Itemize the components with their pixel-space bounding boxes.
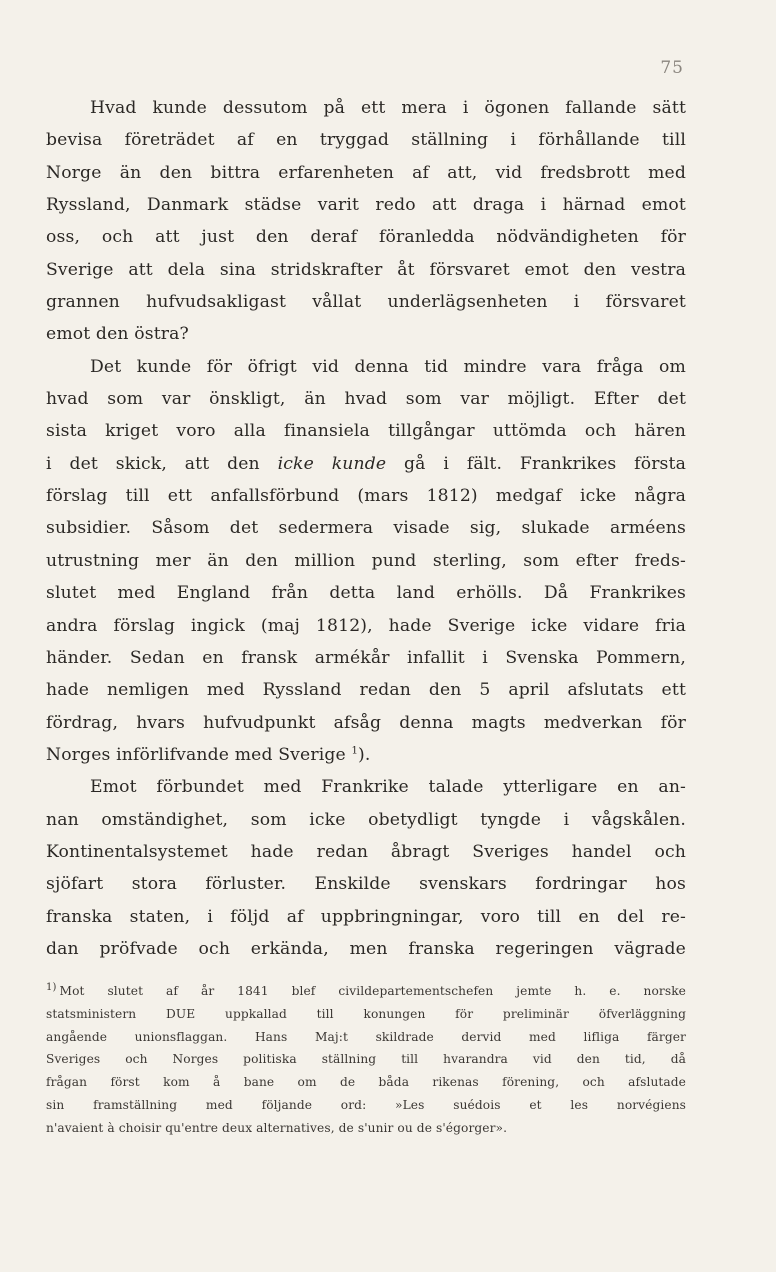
footnote-mark-paren: ) [52,981,57,993]
text-line: grannen hufvudsakligast vållat underlägsenheten i försvaret [46,292,686,313]
page-number: 75 [660,58,684,78]
text-segment: gå i fält. Frankrikes första [404,453,686,474]
text-line: subsidier. Såsom det sedermera visade sig, slukade arméens [46,518,686,539]
text-segment: Norges införlifvande med Sverige [46,744,346,765]
text-line: emot den östra? [46,324,189,345]
text-line: fördrag, hvars hufvudpunkt afsåg denna magts medverkan för [46,712,686,733]
text-line: slutet med England från detta land erhölls. Då Frankrikes [46,583,686,604]
text-line: andra förslag ingick (maj 1812), hade Sverige icke vidare fria [46,615,686,636]
text-line-with-footnote-ref [46,739,686,771]
text-line: utrustning mer än den million pund sterling, som efter freds- [46,550,686,571]
footnote-line: Sveriges och Norges politiska ställning till hvarandra vid den tid, då [46,1052,686,1067]
footnote-line: statsministern DUE uppkallad till konungen för preliminär öfverläggning [46,1006,686,1021]
text-line: förslag till ett anfallsförbund (mars 1812) medgaf icke några [46,486,686,507]
footnote-mark-number: 1 [46,981,53,993]
text-line: sjöfart stora förluster. Enskilde svenskars fordringar hos [46,874,686,895]
text-segment: Mot slutet af år 1841 blef civildepartementschefen jemte h. e. norske [59,984,686,998]
text-line: franska staten, i följd af uppbringningar, voro till en del re- [46,906,686,927]
text-line: Hvad kunde dessutom på ett mera i ögonen fallande sätt [90,98,686,118]
text-line: hvad som var önskligt, än hvad som var möjligt. Efter det [46,389,686,410]
text-line: bevisa företrädet af en tryggad ställning i förhållande till [46,130,686,151]
footnote [46,980,686,1140]
text-line: Ryssland, Danmark städse varit redo att draga i härnad emot [46,195,686,216]
text-line: dan pröfvade och erkända, men franska regeringen vägrade [46,938,686,959]
footnote-line [46,980,686,1003]
footnote-mark [46,982,56,993]
text-line: Det kunde för öfrigt vid denna tid mindre vara fråga om [90,356,686,377]
text-line: Emot förbundet med Frankrike talade ytterligare en an- [90,777,686,798]
text-segment: ). [358,744,371,765]
text-line: Kontinentalsystemet hade redan åbragt Sveriges handel och [46,841,686,862]
text-line-with-italic [46,448,686,480]
body-text [46,92,686,965]
footnote-reference: 1 [351,745,358,757]
text-line: hade nemligen med Ryssland redan den 5 april afslutats ett [46,680,686,701]
text-line: sista kriget voro alla finansiela tillgångar uttömda och hären [46,421,686,442]
text-line: nan omständighet, som icke obetydligt tyngde i vågskålen. [46,809,686,830]
text-line: händer. Sedan en fransk armékår infallit i Svenska Pommern, [46,647,686,668]
footnote-line: frågan först kom å bane om de båda rikenas förening, och afslutade [46,1075,686,1090]
text-line: Norge än den bittra erfarenheten af att, vid fredsbrott med [46,162,686,183]
text-line: oss, och att just den deraf föranledda nödvändigheten för [46,227,686,248]
footnote-line: n'avaient à choisir qu'entre deux alternatives, de s'unir ou de s'égorger». [46,1120,508,1135]
footnote-line: sin framställning med följande ord: »Les suédois et les norvégiens [46,1097,686,1112]
text-segment: i det skick, att den [46,453,260,474]
italic-phrase: icke kunde [277,453,387,474]
footnote-line: angående unionsflaggan. Hans Maj:t skildrade dervid med lifliga färger [46,1029,686,1044]
text-line: Sverige att dela sina stridskrafter åt försvaret emot den vestra [46,259,686,280]
